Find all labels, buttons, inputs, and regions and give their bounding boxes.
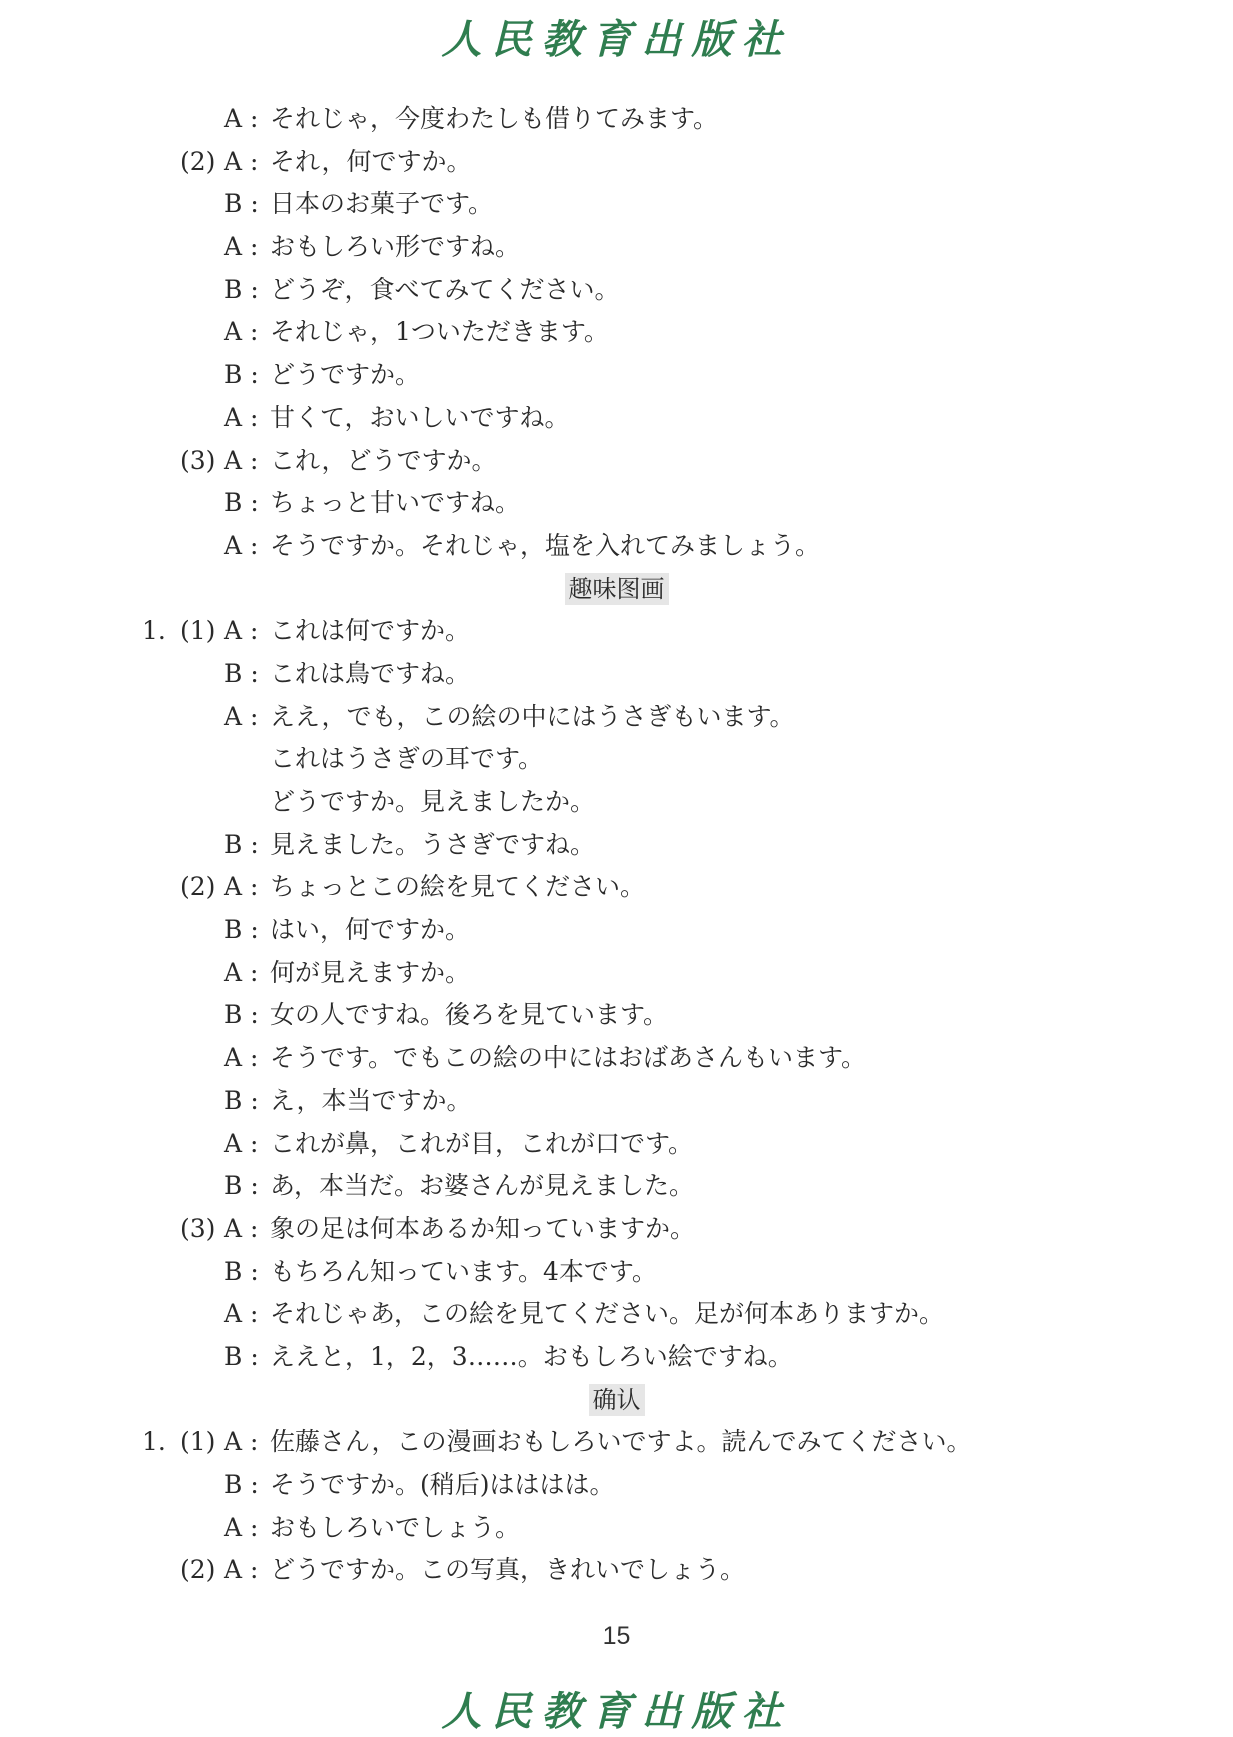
dialogue-line (0, 440, 1233, 483)
line-text: それじゃ，1ついただきます。 (270, 317, 609, 347)
dialogue-line (0, 1464, 1233, 1507)
page-number: 15 (602, 1622, 631, 1650)
line-text: 見えました。うさぎですね。 (270, 829, 596, 859)
speaker-label: A : (224, 317, 259, 347)
dialogue-line (0, 952, 1233, 995)
line-text: おもしろいでしょう。 (270, 1512, 521, 1542)
line-text: え，本当ですか。 (270, 1085, 472, 1115)
dialogue-line (0, 1123, 1233, 1166)
dialogue-line (0, 1165, 1233, 1208)
dialogue-line (0, 1293, 1233, 1336)
line-text: 何が見えますか。 (270, 957, 471, 987)
speaker-label: A : (224, 957, 259, 987)
line-text: 象の足は何本あるか知っていますか。 (270, 1213, 696, 1243)
line-text: そうですか。それじゃ，塩を入れてみましょう。 (270, 530, 821, 560)
item-number: 1. (142, 616, 166, 646)
line-text: 甘くて，おいしいですね。 (270, 402, 570, 432)
sub-number: (2) (180, 1555, 216, 1585)
line-text: ちょっとこの絵を見てください。 (270, 872, 646, 902)
sub-number: (3) (180, 445, 216, 475)
sub-number: (1) (180, 1427, 216, 1457)
dialogue-line (0, 1421, 1233, 1464)
dialogue-line (0, 269, 1233, 312)
sub-number: (2) (180, 872, 216, 902)
dialogue-line (0, 1037, 1233, 1080)
dialogue-line (0, 226, 1233, 269)
dialogue-line (0, 1549, 1233, 1592)
speaker-label: B : (224, 360, 259, 390)
line-text: どうぞ，食べてみてください。 (270, 274, 620, 304)
dialogue-line (0, 98, 1233, 141)
dialogue-line (0, 183, 1233, 226)
section-heading-label: 确认 (589, 1384, 645, 1416)
dialogue-line (0, 994, 1233, 1037)
line-text: もちろん知っています。4本です。 (270, 1256, 657, 1286)
line-text: これは何ですか。 (270, 616, 471, 646)
speaker-label: A : (224, 1299, 259, 1329)
speaker-label: A : (224, 1128, 259, 1158)
speaker-label: A : (224, 445, 259, 475)
speaker-label: A : (224, 146, 259, 176)
publisher-logo-top: 人民教育出版社 (441, 16, 792, 63)
line-text: 日本のお菓子です。 (270, 189, 494, 219)
speaker-label: A : (224, 232, 259, 262)
speaker-label: A : (224, 402, 259, 432)
speaker-label: A : (224, 701, 259, 731)
line-text: おもしろい形ですね。 (270, 232, 521, 262)
dialogue-line (0, 909, 1233, 952)
dialogue-line (0, 482, 1233, 525)
speaker-label: A : (224, 872, 259, 902)
line-text: これはうさぎの耳です。 (270, 744, 544, 774)
dialogue-line (0, 525, 1233, 568)
speaker-label: B : (224, 1341, 259, 1371)
speaker-label: A : (224, 530, 259, 560)
speaker-label: B : (224, 829, 259, 859)
speaker-label: A : (224, 1512, 259, 1542)
dialogue-line (0, 610, 1233, 653)
dialogue-line (0, 738, 1233, 781)
line-text: どうですか。見えましたか。 (270, 787, 596, 816)
speaker-label: B : (224, 1085, 259, 1115)
speaker-label: A : (224, 1213, 259, 1243)
line-text: はい，何ですか。 (270, 915, 471, 945)
dialogue-line (0, 653, 1233, 696)
speaker-label: A : (224, 616, 259, 646)
sub-number: (1) (180, 616, 216, 646)
dialogue-line (0, 781, 1233, 824)
line-text: これは鳥ですね。 (270, 658, 471, 688)
dialogue-line (0, 311, 1233, 354)
line-text: そうですか。(稍后)はははは。 (270, 1470, 615, 1499)
dialogue-line (0, 1251, 1233, 1294)
publisher-logo-bottom: 人民教育出版社 (441, 1688, 792, 1735)
dialogue-line (0, 866, 1233, 909)
line-text: ええ，でも，この絵の中にはうさぎもいます。 (270, 701, 795, 731)
dialogue-line (0, 354, 1233, 397)
line-text: 女の人ですね。後ろを見ています。 (270, 1000, 669, 1030)
speaker-label: B : (224, 189, 259, 219)
line-text: これ，どうですか。 (270, 445, 497, 475)
dialogue-line (0, 1208, 1233, 1251)
speaker-label: A : (224, 1043, 259, 1073)
item-number: 1. (142, 1427, 166, 1457)
speaker-label: B : (224, 1256, 259, 1286)
line-text: どうですか。 (270, 360, 421, 390)
section-heading (0, 568, 1233, 611)
line-text: それじゃあ，この絵を見てください。足が何本ありますか。 (270, 1299, 945, 1329)
dialogue-text (0, 98, 1233, 1592)
speaker-label: B : (224, 274, 259, 304)
dialogue-line (0, 141, 1233, 184)
dialogue-line (0, 1336, 1233, 1379)
speaker-label: B : (224, 1000, 259, 1030)
speaker-label: B : (224, 488, 259, 518)
dialogue-line (0, 1080, 1233, 1123)
speaker-label: A : (224, 1555, 259, 1585)
line-text: それじゃ，今度わたしも借りてみます。 (270, 104, 719, 133)
dialogue-line (0, 696, 1233, 739)
line-text: どうですか。この写真，きれいでしょう。 (270, 1555, 746, 1585)
dialogue-line (0, 397, 1233, 440)
dialogue-line (0, 824, 1233, 867)
speaker-label: B : (224, 658, 259, 688)
speaker-label: B : (224, 1171, 259, 1201)
speaker-label: B : (224, 1470, 259, 1499)
speaker-label: B : (224, 915, 259, 945)
speaker-label: A : (224, 1427, 259, 1457)
sub-number: (2) (180, 146, 216, 176)
sub-number: (3) (180, 1213, 216, 1243)
line-text: これが鼻，これが目，これが口です。 (270, 1128, 694, 1158)
speaker-label: A : (224, 104, 259, 133)
dialogue-line (0, 1507, 1233, 1550)
line-text: あ，本当だ。お婆さんが見えました。 (270, 1171, 695, 1201)
line-text: ちょっと甘いですね。 (270, 488, 521, 518)
line-text: それ，何ですか。 (270, 146, 472, 176)
line-text: ええと，1，2，3……。おもしろい絵ですね。 (270, 1341, 793, 1371)
section-heading (0, 1379, 1233, 1422)
line-text: 佐藤さん，この漫画おもしろいですよ。読んでみてください。 (270, 1427, 972, 1457)
line-text: そうです。でもこの絵の中にはおばあさんもいます。 (270, 1043, 867, 1073)
section-heading-label: 趣味图画 (565, 573, 669, 605)
